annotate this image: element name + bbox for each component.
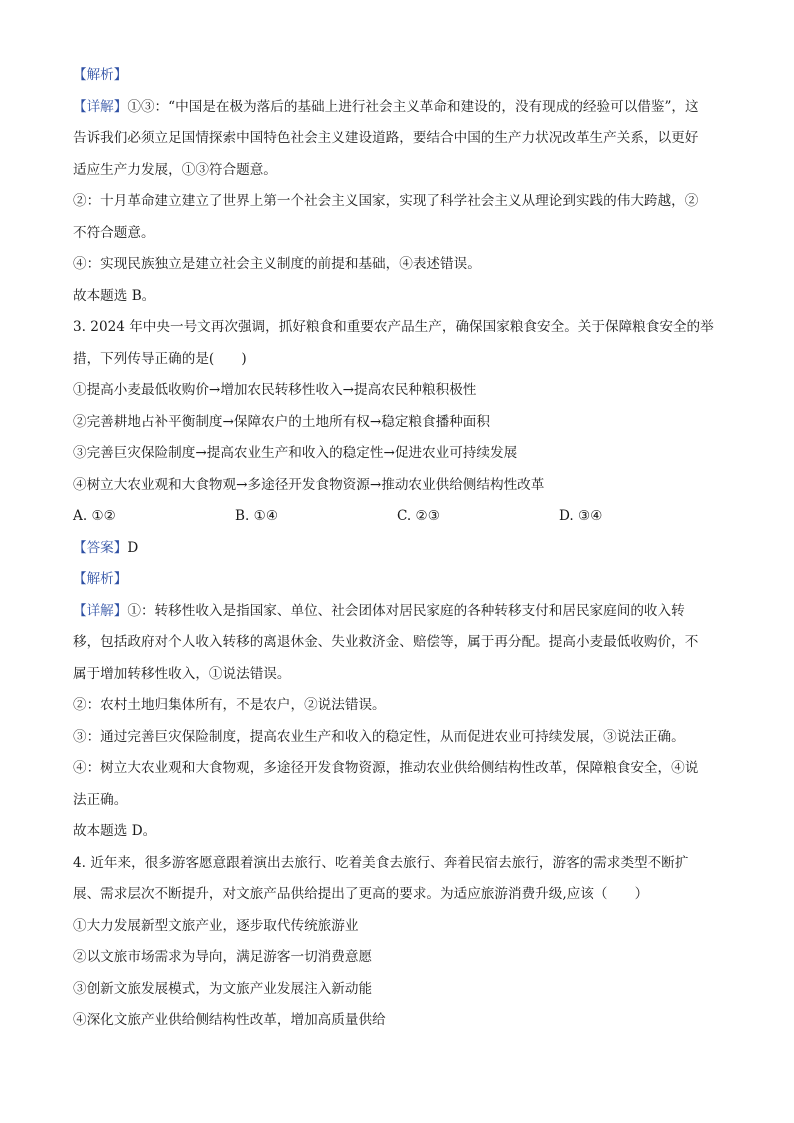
answer-options <box>73 505 723 527</box>
paragraph-line <box>73 348 723 370</box>
paragraph-line <box>73 789 723 811</box>
paragraph-line <box>73 757 723 779</box>
paragraph-line <box>73 316 723 338</box>
paragraph-text: ②：十月革命建立建立了世界上第一个社会主义国家，实现了科学社会主义从理论到实践的伟大跨越，② <box>73 193 699 209</box>
tag-text: D <box>127 539 139 556</box>
section-tag: 【解析】 <box>73 571 128 587</box>
paragraph-text: 措，下列传导正确的是( ) <box>73 350 247 367</box>
answer-option: D. ③④ <box>559 508 603 524</box>
text-line: ②以文旅市场需求为导向，满足游客一切消费意愿 <box>73 949 373 965</box>
text-line: ④深化文旅产业供给侧结构性改革，增加高质量供给 <box>73 1012 386 1028</box>
section-tag: 【解析】 <box>73 67 128 83</box>
paragraph-text: 3. 2024 年中央一号文再次强调，抓好粮食和重要农产品生产，确保国家粮食安全。关于保障粮食安全的举 <box>73 319 714 335</box>
text-line: ④树立大农业观和大食物观→多途径开发食物资源→推动农业供给侧结构性改革 <box>73 476 545 493</box>
text-line: ③完善巨灾保险制度→提高农业生产和收入的稳定性→促进农业可持续发展 <box>73 445 518 461</box>
paragraph-line <box>73 883 723 905</box>
paragraph-text: 不符合题意。 <box>73 224 155 241</box>
paragraph-line <box>73 663 723 685</box>
answer-option: A. ①② <box>73 508 116 524</box>
answer-option: B. ①④ <box>235 508 279 524</box>
text-line: 故本题选 D。 <box>73 823 157 839</box>
text-line: ④：实现民族独立是建立社会主义制度的前提和基础，④表述错误。 <box>73 256 481 272</box>
section-tag: 【答案】 <box>73 539 128 556</box>
text-line: ①大力发展新型文旅产业，逐步取代传统旅游业 <box>73 917 359 934</box>
text-line: ②完善耕地占补平衡制度→保障农户的土地所有权→稳定粮食播种面积 <box>73 413 490 430</box>
paragraph-text: 告诉我们必须立足国情探索中国特色社会主义建设道路，要结合中国的生产力状况改革生产关系，以更好 <box>73 130 699 146</box>
section-tag: 【详解】 <box>73 98 128 115</box>
text-line: ③：通过完善巨灾保险制度，提高农业生产和收入的稳定性，从而促进农业可持续发展，③说法正确。 <box>73 728 685 745</box>
paragraph-line <box>73 600 723 622</box>
paragraph-text: 展、需求层次不断提升，对文旅产品供给提出了更高的要求。为适应旅游消费升级,应该（ ） <box>73 886 649 902</box>
answer-option: C. ②③ <box>397 508 440 524</box>
text-line: ②：农村土地归集体所有，不是农户，②说法错误。 <box>73 697 386 713</box>
paragraph-line <box>73 190 723 212</box>
paragraph-line <box>73 127 723 149</box>
paragraph-line <box>73 852 723 874</box>
paragraph-line <box>73 222 723 244</box>
paragraph-text: 适应生产力发展，①③符合题意。 <box>73 161 277 178</box>
paragraph-text: ①③：“中国是在极为落后的基础上进行社会主义革命和建设的，没有现成的经验可以借鉴”，这 <box>127 98 699 115</box>
paragraph-line <box>73 96 723 118</box>
document-page <box>73 64 723 1041</box>
paragraph-text: 移，包括政府对个人收入转移的离退休金、失业救济金、赔偿等，属于再分配。提高小麦最低收购价，不 <box>73 634 699 650</box>
paragraph-line <box>73 159 723 181</box>
text-line: ③创新文旅发展模式，为文旅产业发展注入新动能 <box>73 980 373 997</box>
section-tag-line <box>73 537 723 559</box>
paragraph-text: 属于增加转移性收入，①说法错误。 <box>73 665 291 682</box>
paragraph-line <box>73 631 723 653</box>
text-line: ①提高小麦最低收购价→增加农民转移性收入→提高农民种粮积极性 <box>73 382 477 398</box>
section-tag-line <box>73 64 723 86</box>
paragraph-text: ④：树立大农业观和大食物观，多途径开发食物资源，推动农业供给侧结构性改革，保障粮食安全，④说 <box>73 760 699 776</box>
section-tag: 【详解】 <box>73 602 128 619</box>
paragraph-text: ①：转移性收入是指国家、单位、社会团体对居民家庭的各种转移支付和居民家庭间的收入转 <box>127 602 685 619</box>
section-tag-line <box>73 568 723 590</box>
paragraph-text: 4. 近年来，很多游客愿意跟着演出去旅行、吃着美食去旅行、奔着民宿去旅行，游客的需求类型不断扩 <box>73 854 689 871</box>
text-line: 故本题选 B。 <box>73 287 156 304</box>
paragraph-text: 法正确。 <box>73 791 128 808</box>
